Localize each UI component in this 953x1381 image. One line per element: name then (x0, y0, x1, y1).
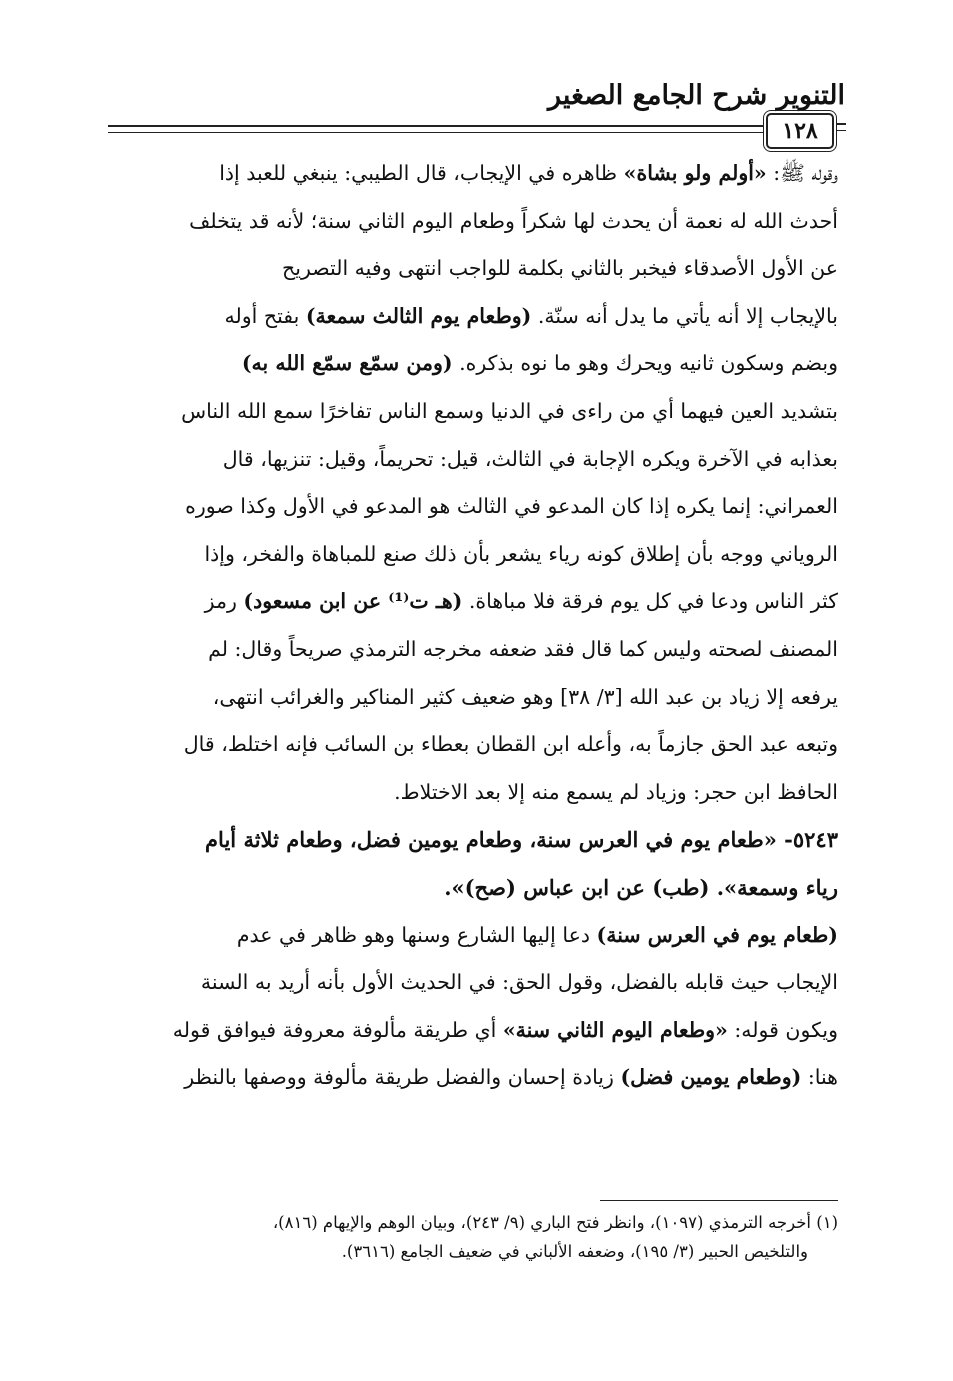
text-line (108, 674, 838, 722)
text-line (108, 721, 838, 769)
text-line (108, 388, 838, 436)
text-run: رمز (204, 589, 244, 614)
text-line (108, 578, 838, 626)
text-line (108, 912, 838, 960)
text-run: بعذابه في الآخرة ويكره الإجابة في الثالث، قيل: تحريماً، وقيل: تنزيها، قال (222, 446, 838, 471)
text-run: ظاهره في الإيجاب، قال الطيبي: ينبغي للعبد إذا (219, 161, 624, 185)
text-line (108, 1007, 838, 1055)
text-run: أي طريقة مألوفة معروفة فيوافق قوله (172, 1017, 503, 1042)
text-line (108, 293, 838, 341)
text-run: الإيجاب حيث قابله بالفضل، وقول الحق: في الحديث الأول بأنه أريد به السنة (200, 970, 838, 995)
main-text (108, 150, 838, 1102)
page-number: ١٢٨ (766, 113, 834, 149)
footnote-rule (600, 1200, 838, 1201)
text-line (108, 483, 838, 531)
text-run: كثر الناس ودعا في كل يوم فرقة فلا مباهاة. (462, 589, 838, 614)
text-line (108, 340, 838, 388)
text-run: العمراني: إنما يكره إذا كان المدعو في الثالث هو المدعو في الأول وكذا صوره (185, 494, 838, 519)
text-run: بتشديد العين فيهما أي من راءى في الدنيا وسمع الناس تفاخرًا سمع الله الناس (181, 398, 838, 423)
text-run: الروياني ووجه بأن إطلاق كونه رياء يشعر بأن ذلك صنع للمباهاة والفخر، وإذا (204, 541, 838, 566)
header-rule (108, 125, 763, 133)
text-line (108, 1054, 838, 1102)
text-line (108, 150, 838, 198)
footnotes (108, 1208, 838, 1266)
text-run: يرفعه إلا زياد بن عبد الله [٣/ ٣٨] وهو ضعيف كثير المناكير والغرائب انتهى، (212, 684, 838, 709)
hadith-line: ٥٢٤٣- «طعام يوم في العرس سنة، وطعام يومين فضل، وطعام ثلاثة أيام (205, 827, 838, 853)
text-run: زيادة إحسان والفضل طريقة مألوفة ووصفها بالنظر (184, 1065, 621, 1090)
text-run: وقوله ﷺ: (766, 161, 838, 185)
text-run: المصنف لصحته وليس كما قال فقد ضعفه مخرجه الترمذي صريحاً وقال: لم (208, 636, 838, 661)
text-run: ويكون قوله: (727, 1017, 838, 1042)
bold-quote: «أولم ولو بشاة» (623, 161, 767, 185)
text-line (108, 531, 838, 579)
text-run: دعا إليها الشارع وسنها وهو ظاهر في عدم (236, 922, 597, 947)
bold-quote: «وطعام اليوم الثاني سنة» (502, 1017, 728, 1042)
text-line (108, 198, 838, 246)
text-run: عن الأول الأصدقاء فيخبر بالثاني بكلمة للواجب انتهى وفيه التصريح (282, 256, 838, 281)
hadith-line: رياء وسمعة». (طب) عن ابن عباس (صح)». (444, 874, 838, 900)
text-run: وبضم وسكون ثانيه ويحرك وهو ما نوه بذكره. (452, 351, 838, 376)
header-rule-end (836, 123, 846, 131)
text-line (108, 245, 838, 293)
footnote-line: (١) أخرجه الترمذي (١٠٩٧)، وانظر فتح الباري (٩/ ٢٤٣)، وبيان الوهم والإيهام (٨١٦)، (272, 1213, 838, 1232)
text-run: هنا: (801, 1065, 838, 1090)
text-line (108, 769, 838, 817)
text-run: وتبعه عبد الحق جازماً به، وأعله ابن القطان بعطاء بن السائب فإنه اختلط، قال (183, 732, 838, 757)
footnote-line: والتلخيص الحبير (٣/ ١٩٥)، وضعفه الألباني في ضعيف الجامع (٣٦١٦). (341, 1242, 808, 1261)
running-title: التنوير شرح الجامع الصغير (548, 80, 845, 111)
text-run: أحدث الله له نعمة أن يحدث لها شكراً وطعام اليوم الثاني سنة؛ لأنه قد يتخلف (189, 208, 838, 233)
bold-quote: (وطعام يومين فضل) (620, 1065, 802, 1090)
text-line (108, 436, 838, 484)
text-run: الحافظ ابن حجر: وزياد لم يسمع منه إلا بعد الاختلاط. (394, 779, 838, 804)
bold-quote: (طعام يوم في العرس سنة) (596, 922, 838, 947)
text-line (108, 959, 838, 1007)
text-run: بفتح أوله (224, 303, 306, 328)
bold-quote: (ومن سمّع سمّع الله به) (241, 351, 453, 376)
text-run: بالإيجاب إلا أنه يأتي ما يدل أنه سنّة. (531, 303, 838, 328)
bold-quote: (وطعام يوم الثالث سمعة) (305, 303, 532, 328)
bold-quote: (هـ ت⁽¹⁾ عن ابن مسعود) (243, 589, 463, 614)
text-line (108, 626, 838, 674)
